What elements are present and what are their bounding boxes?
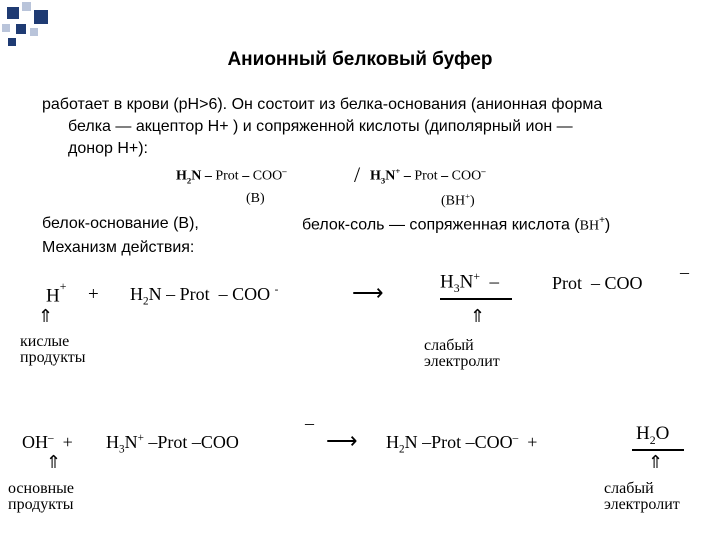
r2-product-prot: Prot bbox=[431, 432, 462, 452]
r2-water-h: H bbox=[636, 423, 650, 444]
r1-left-label-1: кислые bbox=[20, 333, 70, 350]
r2-right-up-arrow: ⇑ bbox=[648, 452, 664, 472]
r1-reactant-prot: Prot bbox=[179, 284, 210, 304]
r2-reactant bbox=[106, 432, 239, 456]
intro-line-2: белка — акцептор Н+ ) и сопряженной кислоты (диполярный ион — bbox=[68, 118, 573, 135]
r2-reactant-sup: + bbox=[137, 432, 144, 444]
r1-reactant-dash1: – bbox=[166, 284, 176, 304]
f-right-minus: – bbox=[481, 166, 486, 176]
r2-right-label-1: слабый bbox=[604, 480, 654, 497]
r1-product-ion bbox=[440, 270, 499, 296]
f-left-dash1: – bbox=[204, 168, 212, 184]
f-right-dash1: – bbox=[403, 168, 411, 184]
r2-product-h: H bbox=[386, 432, 399, 452]
r1-reactant bbox=[130, 284, 278, 308]
r1-reactant-minus: - bbox=[274, 284, 279, 296]
r2-reactant-coo: COO bbox=[200, 432, 239, 452]
r2-left-up-arrow: ⇑ bbox=[46, 452, 62, 472]
r2-left-label-2: продукты bbox=[8, 496, 74, 513]
r2-oh-minus: – bbox=[48, 432, 54, 444]
decor-square-1 bbox=[7, 7, 19, 19]
formula-base-label: (B) bbox=[246, 191, 265, 206]
r1-product-dash1: – bbox=[489, 271, 499, 293]
decor-square-2 bbox=[22, 2, 31, 11]
f-right-label-close: ) bbox=[470, 193, 475, 209]
r2-left-label-1: основные bbox=[8, 480, 75, 497]
r1-left-label-2: продукты bbox=[20, 349, 86, 366]
r2-reactant-h: H bbox=[106, 432, 119, 452]
r1-reactant-coo: COO bbox=[232, 284, 271, 304]
formula-separator: / bbox=[354, 162, 361, 187]
r1-left-up-arrow: ⇑ bbox=[38, 306, 54, 326]
r1-h-plus: + bbox=[59, 280, 67, 293]
mechanism-label: Механизм действия: bbox=[42, 239, 195, 256]
f-left-n: N bbox=[191, 168, 202, 184]
r1-product-sup: + bbox=[473, 270, 480, 283]
r1-right-label-2: электролит bbox=[424, 353, 500, 370]
r2-product-dash1: – bbox=[422, 432, 432, 452]
r2-reactant-n: N bbox=[124, 432, 138, 452]
r1-product-prot: Prot bbox=[552, 273, 583, 293]
r2-arrow: ⟶ bbox=[326, 428, 358, 453]
decor-square-7 bbox=[8, 38, 16, 46]
formula-acid-label bbox=[441, 191, 475, 210]
r1-reactant-h: H bbox=[130, 284, 143, 304]
decor-square-6 bbox=[30, 28, 38, 36]
slide-title: Анионный белковый буфер bbox=[227, 49, 493, 70]
r1-reactant-sub: 2 bbox=[143, 295, 149, 308]
r1-product-sub: 3 bbox=[453, 282, 460, 296]
r2-product-dash2: – bbox=[465, 432, 475, 452]
intro-line-1: работает в крови (рН>6). Он состоит из белка-основания (анионная форма bbox=[42, 96, 603, 113]
r1-product-n: N bbox=[459, 271, 474, 293]
f-right-sub: 3 bbox=[380, 175, 386, 186]
r1-reactant-dash2: – bbox=[218, 284, 228, 304]
f-right-plus: + bbox=[395, 166, 401, 176]
r1-product-h: H bbox=[440, 271, 454, 293]
decor-square-3 bbox=[34, 10, 48, 24]
r1-product-coo: COO bbox=[604, 273, 643, 293]
r2-product-coo: COO bbox=[474, 432, 513, 452]
r1-product-dash2: – bbox=[591, 273, 601, 293]
f-left-dash2: – bbox=[242, 168, 250, 184]
salt-suffix: ) bbox=[604, 216, 611, 234]
r1-right-label-1: слабый bbox=[424, 337, 474, 354]
f-right-h: H bbox=[370, 168, 381, 184]
r1-right-up-arrow: ⇑ bbox=[470, 306, 486, 326]
r2-oh bbox=[22, 432, 73, 453]
f-right-label: (BH bbox=[441, 193, 466, 209]
f-left-sub: 2 bbox=[186, 175, 192, 186]
r1-h: H bbox=[46, 285, 60, 307]
salt-prefix: белок-соль — сопряженная кислота ( bbox=[302, 216, 580, 234]
r2-oh-text: OH bbox=[22, 432, 48, 452]
r1-plus-sign: + bbox=[88, 284, 99, 305]
decor-square-5 bbox=[16, 24, 26, 34]
decor-square-4 bbox=[2, 24, 10, 32]
r1-hplus bbox=[46, 280, 67, 307]
r1-product-underline bbox=[440, 298, 512, 300]
f-right-label-plus: + bbox=[465, 191, 471, 201]
r1-product-minus: – bbox=[680, 262, 689, 282]
f-right-dash2: – bbox=[441, 168, 449, 184]
r2-water-underline bbox=[632, 449, 684, 451]
f-left-h: H bbox=[176, 168, 187, 184]
r2-right-label-2: электролит bbox=[604, 496, 680, 513]
r1-reactant-n: N bbox=[148, 284, 162, 304]
salt-bh-plus: + bbox=[599, 215, 605, 226]
f-right-n: N bbox=[385, 168, 396, 184]
r1-product-chain bbox=[552, 273, 643, 294]
salt-bh: BH bbox=[579, 218, 600, 234]
r2-product-minus: – bbox=[512, 432, 519, 444]
f-left-prot: Prot bbox=[215, 168, 239, 184]
f-left-minus: – bbox=[282, 166, 287, 176]
r2-plus2: + bbox=[527, 432, 538, 452]
r2-reactant-minus: – bbox=[305, 413, 314, 433]
r1-arrow: ⟶ bbox=[352, 280, 384, 305]
r2-reactant-dash2: – bbox=[191, 432, 201, 452]
formula-acid bbox=[370, 166, 486, 185]
r2-plus1: + bbox=[62, 432, 73, 452]
r2-water-o: O bbox=[655, 423, 670, 444]
r2-reactant-prot: Prot bbox=[157, 432, 188, 452]
r2-product bbox=[386, 432, 537, 456]
formula-base bbox=[176, 166, 287, 185]
r2-reactant-sub: 3 bbox=[119, 443, 125, 456]
r2-water-sub: 2 bbox=[649, 433, 656, 447]
f-right-coo: COO bbox=[451, 168, 482, 184]
r2-product-sub: 2 bbox=[399, 443, 405, 456]
base-description: белок-основание (В), bbox=[42, 215, 199, 232]
salt-description bbox=[302, 215, 610, 234]
r2-reactant-dash1: – bbox=[148, 432, 158, 452]
r2-water bbox=[636, 423, 669, 448]
f-left-coo: COO bbox=[252, 168, 283, 184]
r2-product-n: N bbox=[404, 432, 418, 452]
intro-line-3: донор Н+): bbox=[68, 140, 148, 157]
f-right-prot: Prot bbox=[414, 168, 438, 184]
